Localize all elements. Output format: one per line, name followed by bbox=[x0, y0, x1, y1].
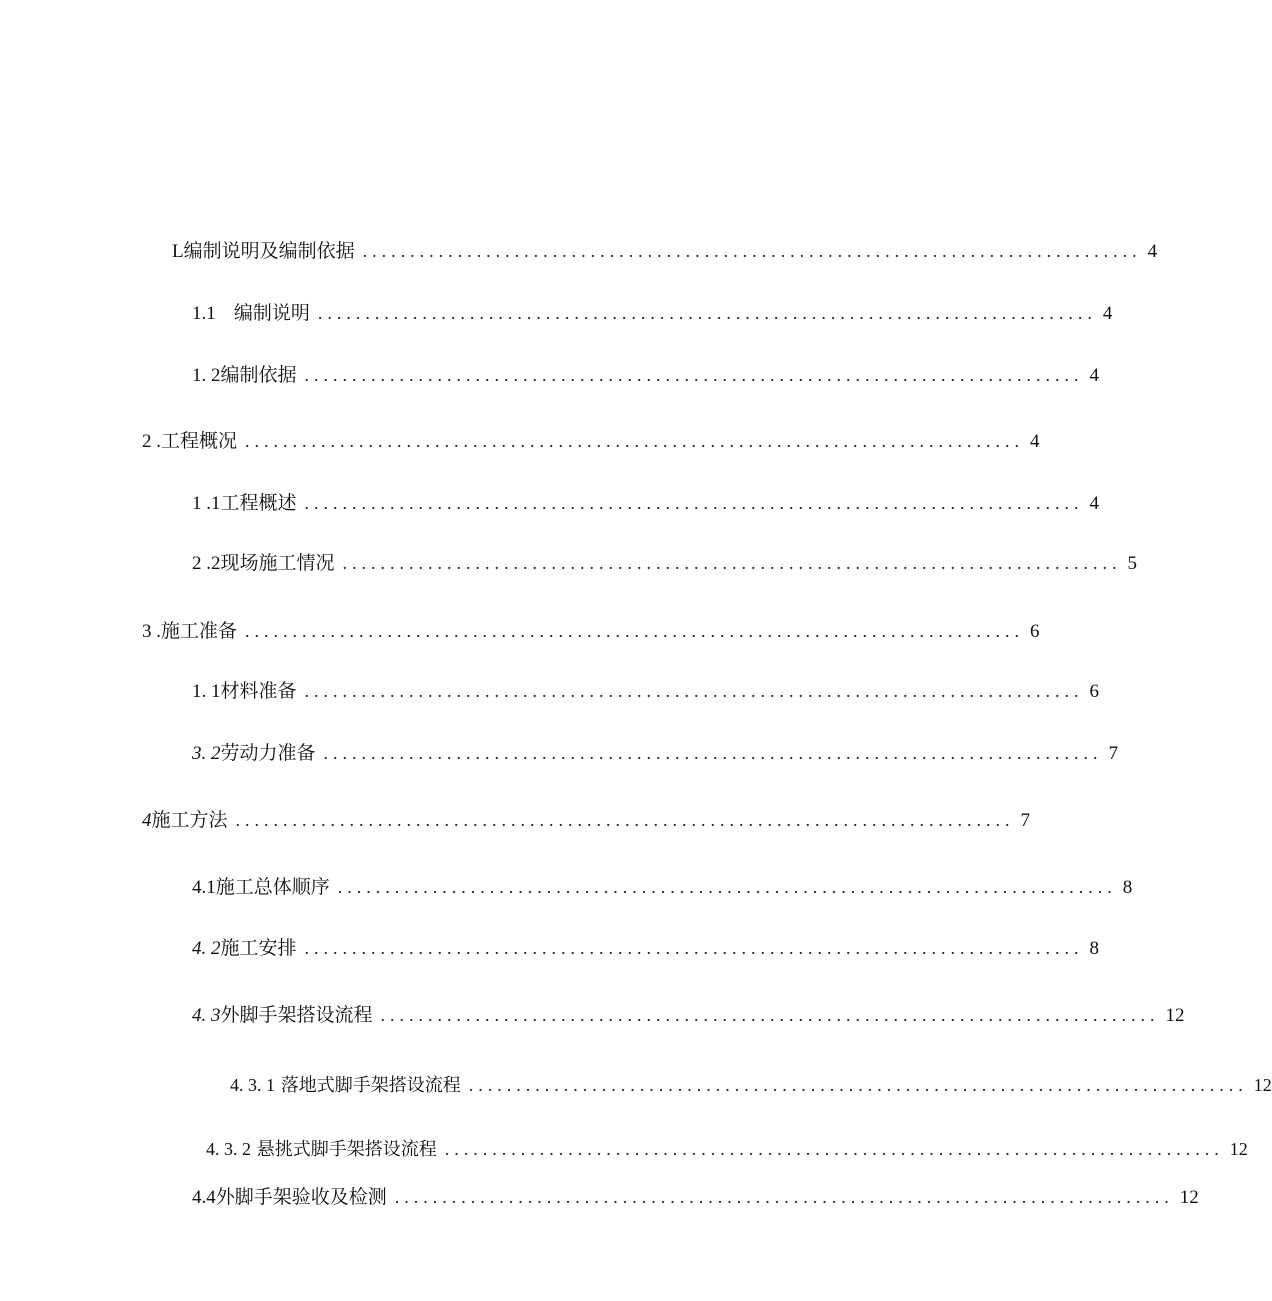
toc-entry-label: 4. 2施工安排 bbox=[192, 937, 297, 959]
toc-entry-label: 1. 1材料准备 bbox=[192, 680, 297, 702]
toc-entry-3-2[interactable] bbox=[192, 740, 1119, 766]
toc-page-number: 12 bbox=[1179, 1187, 1199, 1208]
toc-page-number: 4 bbox=[1102, 303, 1113, 324]
toc-entry-4-4[interactable] bbox=[192, 1184, 1199, 1210]
toc-page-number: 4 bbox=[1089, 493, 1100, 514]
toc-page-number: 4 bbox=[1147, 241, 1158, 262]
toc-entry-label: L编制说明及编制依据 bbox=[172, 240, 355, 262]
toc-entry-3[interactable] bbox=[142, 618, 1040, 644]
toc-leader-dots: .................................................................................. bbox=[304, 493, 1084, 513]
toc-entry-label: 3 .施工准备 bbox=[142, 620, 238, 642]
toc-page-number: 12 bbox=[1253, 1075, 1272, 1095]
toc-entry-2-1[interactable] bbox=[192, 490, 1100, 516]
toc-entry-label: 4. 3. 1 落地式脚手架搭设流程 bbox=[230, 1075, 461, 1096]
toc-leader-dots: .................................................................................. bbox=[245, 621, 1025, 641]
toc-leader-dots: .................................................................................. bbox=[362, 241, 1142, 261]
toc-leader-dots: .................................................................................. bbox=[304, 681, 1084, 701]
toc-leader-dots: .................................................................................. bbox=[444, 1139, 1224, 1159]
toc-page-number: 8 bbox=[1089, 938, 1100, 959]
toc-leader-dots: .................................................................................. bbox=[337, 877, 1117, 897]
toc-entry-label: 2 .2现场施工情况 bbox=[192, 552, 335, 574]
toc-page-number: 6 bbox=[1030, 621, 1040, 642]
toc-entry-1-1[interactable] bbox=[192, 300, 1113, 326]
toc-page-number: 12 bbox=[1229, 1139, 1248, 1159]
toc-entry-label: 4. 3外脚手架搭设流程 bbox=[192, 1004, 373, 1026]
toc-leader-dots: .................................................................................. bbox=[394, 1187, 1174, 1207]
toc-entry-1-2[interactable] bbox=[192, 362, 1100, 388]
toc-leader-dots: .................................................................................. bbox=[304, 938, 1084, 958]
toc-entry-label: 3. 2劳动力准备 bbox=[192, 742, 316, 764]
toc-entry-label: 1 .1工程概述 bbox=[192, 492, 297, 514]
toc-page-number: 12 bbox=[1165, 1005, 1185, 1026]
toc-entry-label: 1. 2编制依据 bbox=[192, 364, 297, 386]
toc-entry-4-1[interactable] bbox=[192, 874, 1133, 900]
toc-leader-dots: .................................................................................. bbox=[317, 303, 1097, 323]
toc-leader-dots: .................................................................................. bbox=[342, 553, 1122, 573]
toc-entry-4-2[interactable] bbox=[192, 935, 1100, 961]
toc-entry-2-2[interactable] bbox=[192, 550, 1138, 576]
toc-entry-label: 4施工方法 bbox=[142, 809, 228, 831]
toc-leader-dots: .................................................................................. bbox=[245, 431, 1025, 451]
toc-page-number: 7 bbox=[1108, 743, 1119, 764]
toc-entry-4[interactable] bbox=[142, 807, 1031, 833]
toc-entry-1[interactable] bbox=[172, 238, 1158, 264]
toc-entry-2[interactable] bbox=[142, 428, 1040, 454]
toc-entry-label: 4. 3. 2 悬挑式脚手架搭设流程 bbox=[206, 1139, 437, 1160]
toc-page-number: 8 bbox=[1122, 877, 1133, 898]
toc-entry-4-3-2[interactable] bbox=[206, 1136, 1248, 1162]
toc-page-number: 4 bbox=[1030, 431, 1040, 452]
toc-page-number: 5 bbox=[1127, 553, 1138, 574]
toc-entry-label: 2 .工程概况 bbox=[142, 430, 238, 452]
toc-entry-4-3[interactable] bbox=[192, 1002, 1185, 1028]
toc-entry-label: 1.1 编制说明 bbox=[192, 302, 310, 324]
toc-entry-label: 4.4外脚手架验收及检测 bbox=[192, 1186, 387, 1208]
toc-leader-dots: .................................................................................. bbox=[468, 1075, 1248, 1095]
toc-entry-4-3-1[interactable] bbox=[230, 1072, 1272, 1098]
toc-entry-3-1[interactable] bbox=[192, 678, 1100, 704]
toc-leader-dots: .................................................................................. bbox=[380, 1005, 1160, 1025]
toc-page-number: 7 bbox=[1020, 810, 1031, 831]
toc-page-number: 6 bbox=[1089, 681, 1100, 702]
toc-entry-label: 4.1施工总体顺序 bbox=[192, 876, 330, 898]
toc-page-number: 4 bbox=[1089, 365, 1100, 386]
toc-leader-dots: .................................................................................. bbox=[235, 810, 1015, 830]
toc-leader-dots: .................................................................................. bbox=[304, 365, 1084, 385]
toc-leader-dots: .................................................................................. bbox=[323, 743, 1103, 763]
